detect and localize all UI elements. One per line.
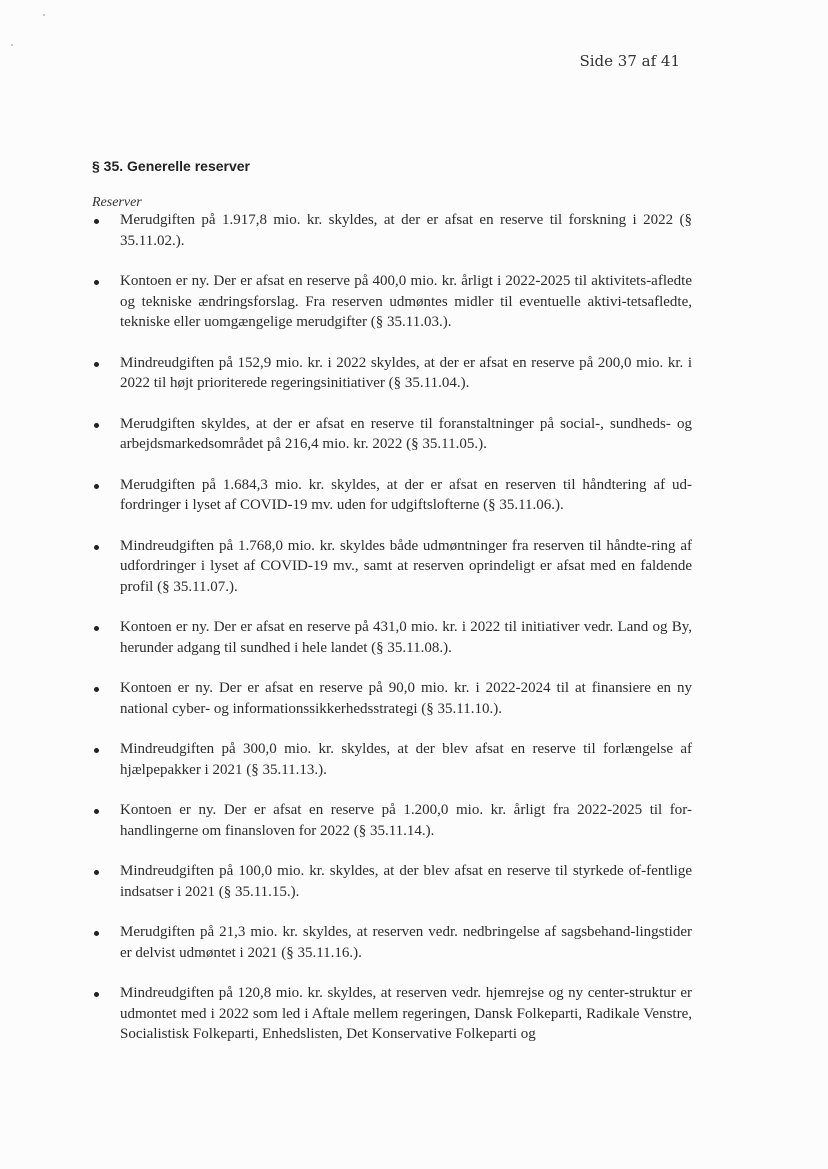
bullet-icon [94,870,99,875]
list-item [92,475,692,516]
list-item-text: Mindreudgiften på 1.768,0 mio. kr. skyldes både udmøntninger fra reserven til håndte-ring af udfordringer i lyset af COVID-19 mv., samt at reserven oprindeligt er afsat med en faldende profil (§ 35.11.07.). [120,537,692,595]
section-title: § 35. Generelle reserver [92,158,251,174]
bullet-icon [94,931,99,936]
list-item [92,678,692,719]
list-item-text: Merudgiften skyldes, at der er afsat en reserve til foranstaltninger på social-, sundheds- og arbejdsmarkedsområdet på 216,4 mio. kr. 2022 (§ 35.11.05.). [120,415,692,452]
list-item [92,922,692,963]
bullet-icon [94,484,99,489]
list-item [92,414,692,455]
list-item [92,617,692,658]
bullet-icon [94,219,99,224]
scan-speck [43,14,45,16]
scan-speck [11,44,13,46]
bullet-icon [94,748,99,753]
list-item-text: Kontoen er ny. Der er afsat en reserve på 431,0 mio. kr. i 2022 til initiativer vedr. Land og By, herunder adgang til sundhed i hele landet (§ 35.11.08.). [120,619,692,656]
list-item-text: Mindreudgiften på 100,0 mio. kr. skyldes, at der blev afsat en reserve til styrkede of-fentlige indsatser i 2021 (§ 35.11.15.). [120,863,692,900]
list-item [92,210,692,251]
bullet-icon [94,280,99,285]
list-item [92,536,692,598]
bullet-icon [94,545,99,550]
list-item [92,861,692,902]
list-item [92,271,692,333]
list-item-text: Mindreudgiften på 300,0 mio. kr. skyldes, at der blev afsat en reserve til forlængelse af hjælpepakker i 2021 (§ 35.11.13.). [120,741,692,778]
list-item-text: Merudgiften på 1.684,3 mio. kr. skyldes, at der er afsat en reserven til håndtering af ud-fordringer i lyset af COVID-19 mv. uden for udgiftslofterne (§ 35.11.06.). [120,476,692,513]
bullet-icon [94,687,99,692]
list-item [92,353,692,394]
list-item-text: Merudgiften på 1.917,8 mio. kr. skyldes, at der er afsat en reserve til forskning i 2022 (§ 35.11.02.). [120,212,692,249]
list-item-text: Kontoen er ny. Der er afsat en reserve på 90,0 mio. kr. i 2022-2024 til at finansiere en ny national cyber- og informationssikkerhedsstrategi (§ 35.11.10.). [120,680,692,717]
reserve-list [92,210,692,1065]
list-item [92,983,692,1045]
bullet-icon [94,423,99,428]
list-item-text: Mindreudgiften på 120,8 mio. kr. skyldes, at reserven vedr. hjemrejse og ny center-struktur er udmontet med i 2022 som led i Aftale mellem regeringen, Dansk Folkeparti, Radikale Venstre, Socialistisk Folkeparti, Enhedslisten, Det Konservative Folkeparti og [120,985,692,1042]
bullet-icon [94,362,99,367]
list-item-text: Kontoen er ny. Der er afsat en reserve på 400,0 mio. kr. årligt i 2022-2025 til aktivitets-afledte og tekniske ændringsforslag. Fra reserven udmøntes midler til eventuelle aktivi-tetsafledte, tekniske eller uomgængelige merudgifter (§ 35.11.03.). [120,273,692,330]
bullet-icon [94,992,99,997]
list-item-text: Mindreudgiften på 152,9 mio. kr. i 2022 skyldes, at der er afsat en reserve på 200,0 mio. kr. i 2022 til højt prioriterede regeringsinitiativer (§ 35.11.04.). [120,354,692,391]
bullet-icon [94,626,99,631]
list-item [92,739,692,780]
list-item [92,800,692,841]
bullet-icon [94,809,99,814]
list-item-text: Kontoen er ny. Der er afsat en reserve på 1.200,0 mio. kr. årligt fra 2022-2025 til for-handlingerne om finansloven for 2022 (§ 35.11.14.). [120,802,692,839]
section-subheading: Reserver [92,195,142,210]
list-item-text: Merudgiften på 21,3 mio. kr. skyldes, at reserven vedr. nedbringelse af sagsbehand-lingstider er delvist udmøntet i 2021 (§ 35.11.16.). [120,924,692,961]
page-number: Side 37 af 41 [579,52,680,70]
